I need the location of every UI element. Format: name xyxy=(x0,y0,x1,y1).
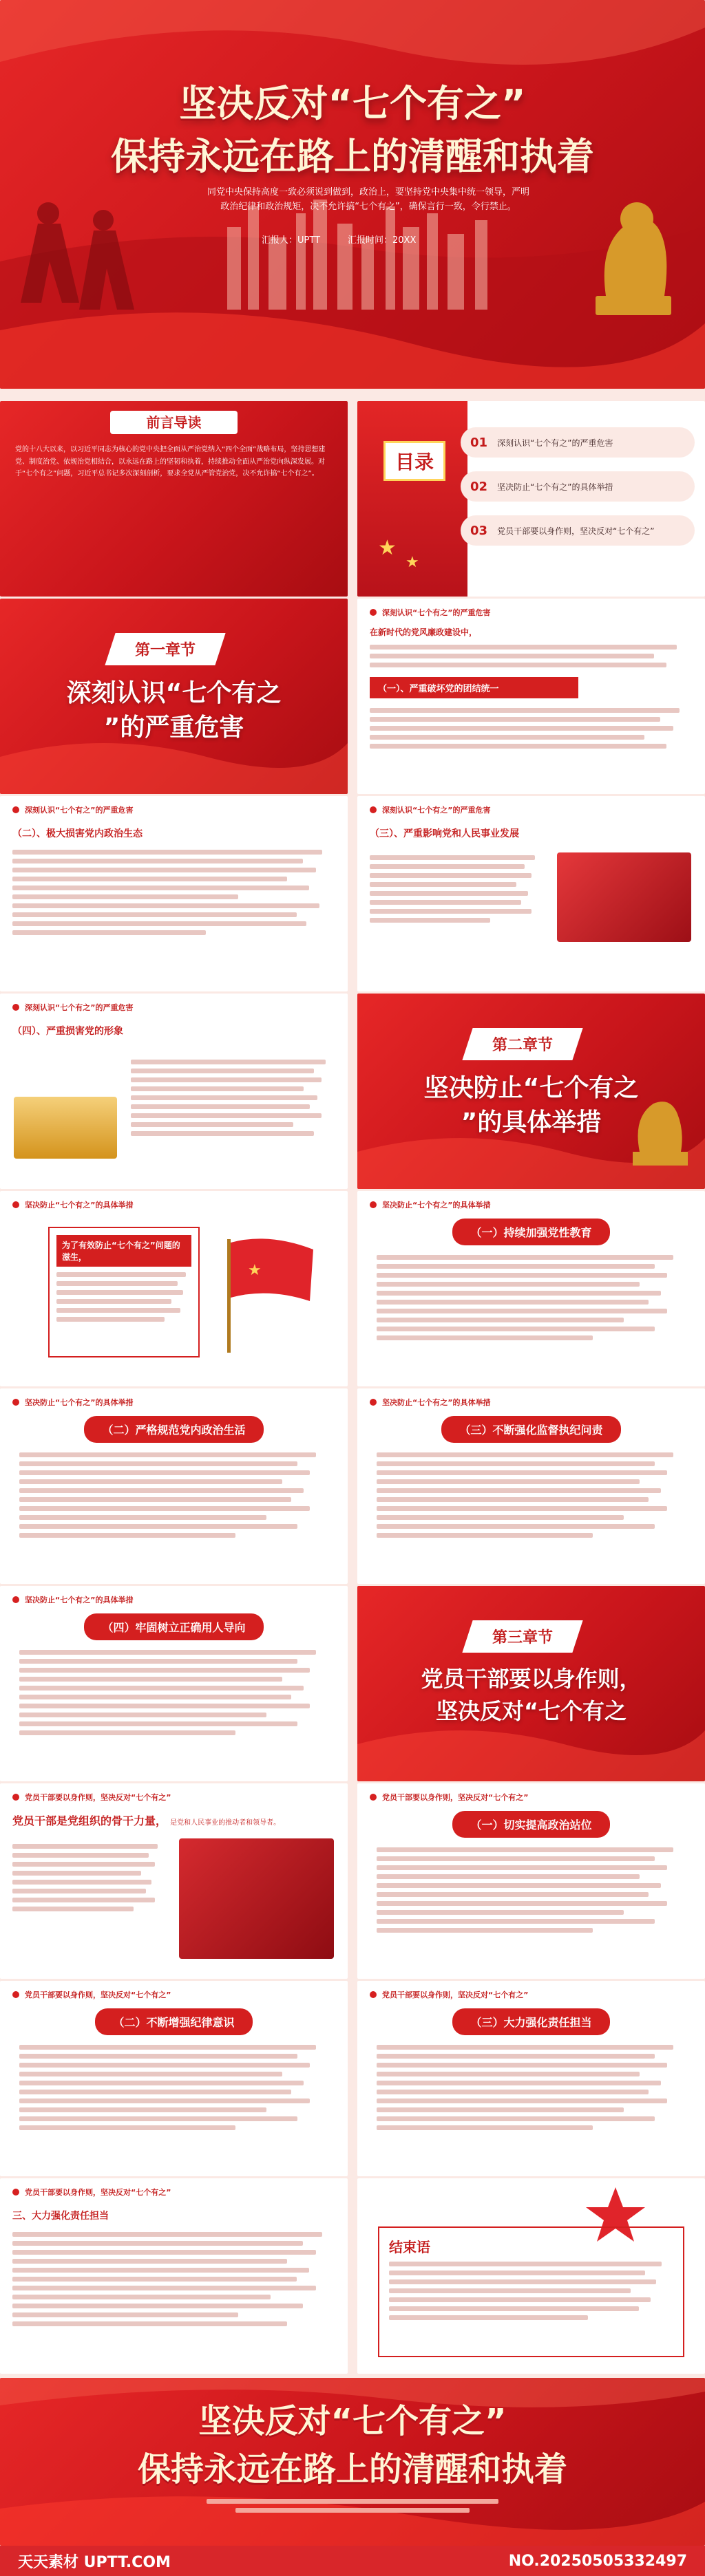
red-photo xyxy=(557,852,691,942)
section-subtitle: （三）、严重影响党和人民事业发展 xyxy=(370,828,519,839)
chapter3-num-text: 第三章节 xyxy=(492,1629,554,1646)
chapter1-num-text: 第一章节 xyxy=(135,642,196,659)
slide-header xyxy=(357,599,705,626)
breadcrumb: 党员干部要以身作则，坚决反对“七个有之” xyxy=(382,1990,529,1999)
intro-box-title: 为了有效防止“七个有之”问题的滋生， xyxy=(56,1235,191,1267)
breadcrumb: 深刻认识“七个有之”的严重危害 xyxy=(25,1003,134,1012)
section-subtitle: （一）、严重破坏党的团结统一 xyxy=(370,677,578,698)
content-slide xyxy=(357,796,705,991)
text-block xyxy=(357,701,705,755)
breadcrumb: 党员干部要以身作则，坚决反对“七个有之” xyxy=(25,2188,171,2197)
cover-title-2: 保持永远在路上的清醒和执着 xyxy=(111,135,594,178)
text-block xyxy=(0,843,348,942)
dot-icon xyxy=(12,806,19,813)
slide-header xyxy=(0,1783,348,1811)
lead-head-sub: 是党和人民事业的推动者和领导者。 xyxy=(170,1819,281,1827)
building-illustration xyxy=(14,1097,117,1159)
pill-wrap xyxy=(357,1219,705,1245)
chapter3-title-1: 党员干部要以身作则， xyxy=(421,1666,642,1692)
text-block xyxy=(357,638,705,674)
toc-slide xyxy=(357,401,705,597)
closing-title: 结束语 xyxy=(389,2239,430,2255)
text-block xyxy=(370,851,542,927)
text-block xyxy=(131,1055,334,1140)
dot-icon xyxy=(12,1399,19,1406)
breadcrumb: 深刻认识“七个有之”的严重危害 xyxy=(382,806,491,815)
text-block xyxy=(357,1838,705,1942)
text-block xyxy=(0,1640,348,1745)
section-pill: （一）持续加强党性教育 xyxy=(452,1219,609,1245)
star-icon: ★ xyxy=(378,536,397,560)
dot-icon xyxy=(370,806,377,813)
slide-header xyxy=(0,1388,348,1416)
text-block xyxy=(0,2225,348,2333)
intro-box xyxy=(48,1227,200,1357)
breadcrumb: 坚决防止“七个有之”的具体举措 xyxy=(25,1398,134,1407)
preface-title-wrap xyxy=(110,411,238,434)
pill-wrap xyxy=(0,1613,348,1640)
content-slide xyxy=(0,1388,348,1584)
dot-icon xyxy=(12,1596,19,1603)
slide-header xyxy=(0,796,348,824)
content-slide xyxy=(0,2178,348,2374)
text-block xyxy=(0,2035,348,2140)
cover-intro: 同党中央保持高度一致必须说到做到，政治上，要坚持党中央集中统一领导，严明政治纪律和政治规矩，决不允许搞“七个有之”，确保言行一致，令行禁止。 xyxy=(207,187,529,212)
date-label: 汇报时间：20XX xyxy=(348,235,417,246)
chapter1-slide xyxy=(0,599,348,794)
breadcrumb: 坚决防止“七个有之”的具体举措 xyxy=(382,1398,491,1407)
toc-item-num: 02 xyxy=(470,479,488,494)
closing-slide xyxy=(357,2178,705,2374)
slide-header xyxy=(0,994,348,1021)
toc-item-num: 03 xyxy=(470,523,488,538)
red-photo xyxy=(179,1838,334,1959)
content-slide xyxy=(357,599,705,794)
chapter3-num-wrap xyxy=(467,1620,578,1653)
toc-item[interactable] xyxy=(461,471,695,502)
slide-header xyxy=(357,1783,705,1811)
text-block xyxy=(0,1443,348,1547)
cover-meta xyxy=(262,233,416,246)
breadcrumb: 坚决防止“七个有之”的具体举措 xyxy=(25,1596,134,1604)
lead-head-main: 党员干部是党组织的骨干力量， xyxy=(12,1814,167,1827)
chapter2-num-text: 第二章节 xyxy=(492,1037,554,1054)
section-pill: （四）牢固树立正确用人导向 xyxy=(84,1613,263,1640)
dot-icon xyxy=(12,1201,19,1208)
star-icon: ★ xyxy=(406,554,419,571)
dot-icon xyxy=(370,1399,377,1406)
chapter1-title-2: ”的严重危害 xyxy=(103,713,244,742)
breadcrumb: 坚决防止“七个有之”的具体举措 xyxy=(25,1201,134,1210)
cover-title-1: 坚决反对“七个有之” xyxy=(179,82,526,125)
text-block xyxy=(357,2035,705,2140)
toc-item-text: 党员干部要以身作则，坚决反对“七个有之” xyxy=(497,526,655,536)
dot-icon xyxy=(12,1991,19,1998)
pill-wrap xyxy=(357,1416,705,1443)
toc-item-text: 坚决防止“七个有之”的具体举措 xyxy=(497,482,613,492)
text-block xyxy=(357,1245,705,1350)
toc-label: 目录 xyxy=(383,441,445,481)
cover-slide xyxy=(0,0,705,389)
section-subtitle: 三、大力强化责任担当 xyxy=(12,2211,109,2222)
end-title-2: 保持永远在路上的清醒和执着 xyxy=(137,2450,567,2489)
section-pill: （三）大力强化责任担当 xyxy=(452,2008,609,2035)
preface-text: 党的十八大以来，以习近平同志为核心的党中央把全面从严治党纳入“四个全面”战略布局，坚持思想建党、制度治党、依规治党相结合，以永远在路上的坚韧和执着，持续推动全面从严治党向纵深发展。对于“七个有之”问题，习近平总书记多次深刻剖析，要求全党从严管党治党，决不允许搞“七个有之”。 xyxy=(15,446,326,477)
section-pill: （二）不断增强纪律意识 xyxy=(95,2008,252,2035)
breadcrumb: 深刻认识“七个有之”的严重危害 xyxy=(382,608,491,617)
dot-icon xyxy=(12,2189,19,2196)
text-block xyxy=(357,1443,705,1547)
slide-header xyxy=(357,1981,705,2008)
breadcrumb: 党员干部要以身作则，坚决反对“七个有之” xyxy=(25,1990,171,1999)
slide-header xyxy=(0,1981,348,2008)
content-slide xyxy=(357,1191,705,1386)
slide-header xyxy=(357,1388,705,1416)
toc-item-text: 深刻认识“七个有之”的严重危害 xyxy=(497,438,613,448)
section-pill: （二）严格规范党内政治生活 xyxy=(84,1416,263,1443)
content-slide xyxy=(357,1783,705,1979)
chapter1-num-wrap xyxy=(110,633,220,665)
content-slide xyxy=(0,1586,348,1781)
end-slide xyxy=(0,2378,705,2546)
content-slide xyxy=(0,1981,348,2176)
content-slide xyxy=(0,1783,348,1979)
pill-wrap xyxy=(0,1416,348,1443)
chapter2-title-2: ”的具体举措 xyxy=(461,1108,602,1137)
breadcrumb: 深刻认识“七个有之”的严重危害 xyxy=(25,806,134,815)
breadcrumb: 党员干部要以身作则，坚决反对“七个有之” xyxy=(382,1793,529,1802)
dot-icon xyxy=(12,1794,19,1801)
breadcrumb: 坚决防止“七个有之”的具体举措 xyxy=(382,1201,491,1210)
svg-text:★: ★ xyxy=(248,1262,262,1279)
lead-text: 在新时代的党风廉政建设中， xyxy=(370,627,478,637)
chapter1-num xyxy=(105,633,225,665)
toc-item[interactable] xyxy=(461,515,695,546)
text-block xyxy=(12,1840,164,1915)
pill-wrap xyxy=(0,2008,348,2035)
toc-list xyxy=(461,427,695,546)
reporter-label: 汇报人：UPTT xyxy=(262,235,321,246)
content-slide xyxy=(0,994,348,1189)
watermark-footer xyxy=(0,2546,705,2576)
flag-icon xyxy=(220,1232,324,1356)
section-pill: （三）不断强化监督执纪问责 xyxy=(441,1416,620,1443)
section-pill: （一）切实提高政治站位 xyxy=(452,1811,609,1838)
slide-header xyxy=(357,796,705,824)
content-slide xyxy=(0,796,348,991)
chapter3-slide xyxy=(357,1586,705,1781)
end-title-1: 坚决反对“七个有之” xyxy=(198,2402,507,2440)
brand-label: 天天素材 UPTT.COM xyxy=(18,2553,171,2571)
chapter2-num-wrap xyxy=(467,1028,578,1060)
content-slide xyxy=(357,1388,705,1584)
pill-wrap xyxy=(357,2008,705,2035)
closing-frame xyxy=(378,2226,684,2357)
chapter2-slide xyxy=(357,994,705,1189)
dot-icon xyxy=(12,1004,19,1011)
slide-header xyxy=(0,1586,348,1613)
slide-header xyxy=(357,1191,705,1219)
end-text-block xyxy=(207,2495,498,2517)
lead-head xyxy=(0,1811,348,1829)
id-label: NO.20250505332497 xyxy=(508,2552,687,2570)
content-slide xyxy=(357,1981,705,2176)
slide-header xyxy=(0,1191,348,1219)
dot-icon xyxy=(370,1794,377,1801)
content-slide xyxy=(0,1191,348,1386)
preface-slide xyxy=(0,401,348,597)
dot-icon xyxy=(370,1991,377,1998)
pill-wrap xyxy=(357,1811,705,1838)
toc-item-num: 01 xyxy=(470,435,488,450)
dot-icon xyxy=(370,1201,377,1208)
chapter2-title-1: 坚决防止“七个有之 xyxy=(423,1074,639,1102)
toc-item[interactable] xyxy=(461,427,695,458)
chapter2-num xyxy=(462,1028,582,1060)
slide-header xyxy=(0,2178,348,2206)
breadcrumb: 党员干部要以身作则，坚决反对“七个有之” xyxy=(25,1793,171,1802)
chapter3-title-2: 坚决反对“七个有之 xyxy=(435,1698,627,1724)
preface-title: 前言导读 xyxy=(146,414,202,431)
dot-icon xyxy=(370,609,377,616)
section-subtitle: （二）、极大损害党内政治生态 xyxy=(12,828,143,839)
chapter3-num xyxy=(462,1620,582,1653)
chapter1-title-1: 深刻认识“七个有之 xyxy=(66,679,282,707)
section-subtitle: （四）、严重损害党的形象 xyxy=(12,1026,123,1037)
